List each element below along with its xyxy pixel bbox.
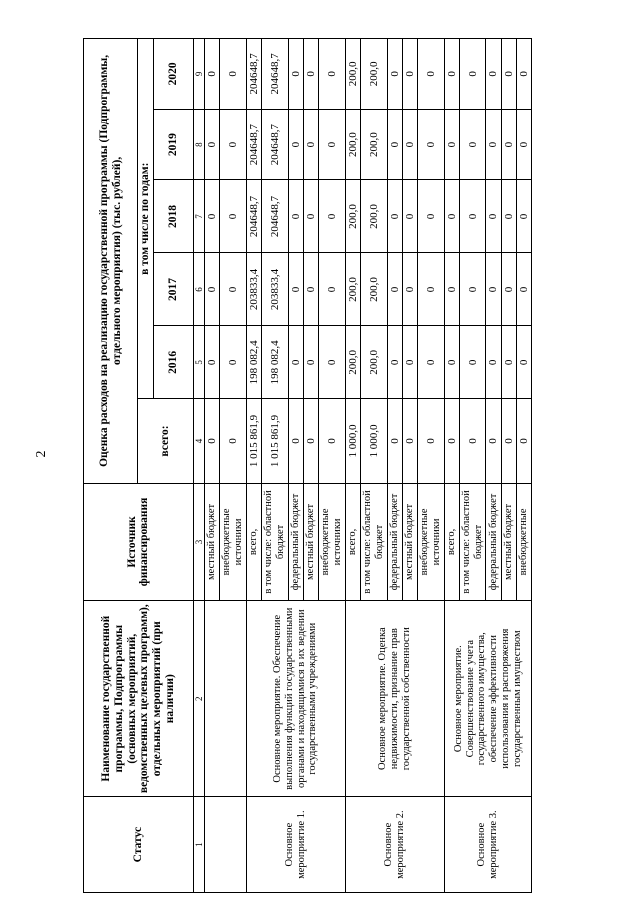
value-cell: 0 <box>517 253 532 326</box>
value-cell: 0 <box>486 399 501 483</box>
value-cell: 0 <box>418 109 445 180</box>
name-cell: Основное мероприятие. Обеспечение выполнения функций государственными органами и находящимися в их ведении государственными учреждениями <box>246 601 345 797</box>
value-cell: 0 <box>501 109 516 180</box>
value-cell: 0 <box>402 326 417 399</box>
value-cell: 0 <box>501 180 516 253</box>
table-row <box>204 39 219 893</box>
table-body <box>193 39 532 893</box>
value-cell: 0 <box>444 109 459 180</box>
table-row <box>444 39 459 893</box>
value-cell: 0 <box>220 253 247 326</box>
value-cell: 204648,7 <box>246 180 261 253</box>
column-number: 2 <box>193 601 204 797</box>
source-cell: всего, <box>444 483 459 600</box>
value-cell: 0 <box>459 253 486 326</box>
table-row <box>345 39 360 893</box>
column-number: 8 <box>193 109 204 180</box>
value-cell: 0 <box>303 326 318 399</box>
value-cell: 0 <box>459 326 486 399</box>
value-cell: 200,0 <box>361 39 388 110</box>
value-cell: 198 082,4 <box>262 326 289 399</box>
source-cell: внебюджетные <box>517 483 532 600</box>
value-cell: 0 <box>486 39 501 110</box>
value-cell: 0 <box>486 180 501 253</box>
value-cell: 0 <box>418 399 445 483</box>
value-cell: 0 <box>444 326 459 399</box>
value-cell: 1 000,0 <box>361 399 388 483</box>
value-cell: 200,0 <box>361 109 388 180</box>
value-cell: 0 <box>220 326 247 399</box>
value-cell: 0 <box>501 253 516 326</box>
header-year: 2020 <box>153 39 193 110</box>
value-cell: 0 <box>303 399 318 483</box>
header-year: 2016 <box>153 326 193 399</box>
value-cell: 204648,7 <box>262 39 289 110</box>
value-cell: 204648,7 <box>262 109 289 180</box>
value-cell: 200,0 <box>345 39 360 110</box>
value-cell: 0 <box>387 109 402 180</box>
value-cell: 200,0 <box>345 109 360 180</box>
value-cell: 0 <box>402 399 417 483</box>
value-cell: 0 <box>319 109 346 180</box>
value-cell: 0 <box>486 109 501 180</box>
value-cell: 198 082,4 <box>246 326 261 399</box>
source-cell: всего, <box>246 483 261 600</box>
status-cell: Основное мероприятие 1. <box>246 797 345 893</box>
source-cell: местный бюджет <box>204 483 219 600</box>
value-cell: 0 <box>220 39 247 110</box>
value-cell: 204648,7 <box>246 109 261 180</box>
value-cell: 0 <box>459 109 486 180</box>
value-cell: 1 015 861,9 <box>246 399 261 483</box>
source-cell: всего, <box>345 483 360 600</box>
value-cell: 0 <box>501 399 516 483</box>
source-cell: федеральный бюджет <box>288 483 303 600</box>
value-cell: 0 <box>459 39 486 110</box>
source-cell: местный бюджет <box>402 483 417 600</box>
column-number: 4 <box>193 399 204 483</box>
value-cell: 0 <box>459 180 486 253</box>
value-cell: 0 <box>387 326 402 399</box>
column-number: 9 <box>193 39 204 110</box>
header-year: 2017 <box>153 253 193 326</box>
budget-table-sheet <box>83 38 563 893</box>
value-cell: 200,0 <box>361 326 388 399</box>
header-estimate: Оценка расходов на реализацию государственной программы (Подпрограммы, отдельного мероприятия) (тыс. рублей), <box>84 39 138 484</box>
value-cell: 0 <box>418 326 445 399</box>
value-cell: 0 <box>288 326 303 399</box>
value-cell: 0 <box>204 253 219 326</box>
value-cell: 200,0 <box>345 326 360 399</box>
header-name: Наименование государственной программы, Подпрограммы (основных мероприятий, ведомственных целевых программ), отдельных мероприятий (при наличии) <box>84 601 194 797</box>
source-cell: местный бюджет <box>303 483 318 600</box>
name-cell <box>204 601 246 797</box>
value-cell: 0 <box>303 180 318 253</box>
value-cell: 0 <box>517 180 532 253</box>
column-number: 1 <box>193 797 204 893</box>
value-cell: 0 <box>319 326 346 399</box>
status-cell: Основное мероприятие 2. <box>345 797 444 893</box>
value-cell: 0 <box>444 399 459 483</box>
source-cell: внебюджетные источники <box>220 483 247 600</box>
value-cell: 0 <box>303 109 318 180</box>
value-cell: 0 <box>402 253 417 326</box>
value-cell: 0 <box>387 180 402 253</box>
value-cell: 0 <box>220 109 247 180</box>
value-cell: 0 <box>303 253 318 326</box>
value-cell: 0 <box>517 326 532 399</box>
value-cell: 0 <box>444 253 459 326</box>
column-number-row <box>193 39 204 893</box>
value-cell: 0 <box>517 399 532 483</box>
value-cell: 0 <box>387 39 402 110</box>
source-cell: в том числе: областной бюджет <box>361 483 388 600</box>
value-cell: 0 <box>418 180 445 253</box>
page-number: 2 <box>34 450 49 458</box>
value-cell: 204648,7 <box>246 39 261 110</box>
value-cell: 0 <box>486 326 501 399</box>
value-cell: 0 <box>402 39 417 110</box>
value-cell: 0 <box>288 399 303 483</box>
value-cell: 0 <box>418 253 445 326</box>
value-cell: 0 <box>387 399 402 483</box>
column-number: 6 <box>193 253 204 326</box>
source-cell: в том числе: областной бюджет <box>262 483 289 600</box>
value-cell: 0 <box>204 326 219 399</box>
name-cell: Основное мероприятие. Совершенствование учета государственного имущества, обеспечение эффективности использования и распоряжения государственным имуществом <box>444 601 532 797</box>
name-cell: Основное мероприятие. Оценка недвижимости, признание прав государственной собственности <box>345 601 444 797</box>
column-number: 3 <box>193 483 204 600</box>
table-row <box>246 39 261 893</box>
header-year: 2019 <box>153 109 193 180</box>
column-number: 5 <box>193 326 204 399</box>
value-cell: 0 <box>402 180 417 253</box>
source-cell: внебюджетные источники <box>319 483 346 600</box>
value-cell: 0 <box>204 180 219 253</box>
value-cell: 0 <box>402 109 417 180</box>
value-cell: 0 <box>204 39 219 110</box>
value-cell: 0 <box>517 39 532 110</box>
value-cell: 200,0 <box>345 253 360 326</box>
source-cell: федеральный бюджет <box>387 483 402 600</box>
value-cell: 0 <box>486 253 501 326</box>
source-cell: внебюджетные источники <box>418 483 445 600</box>
value-cell: 0 <box>501 39 516 110</box>
value-cell: 200,0 <box>345 180 360 253</box>
value-cell: 204648,7 <box>262 180 289 253</box>
value-cell: 0 <box>517 109 532 180</box>
value-cell: 203833,4 <box>246 253 261 326</box>
value-cell: 0 <box>459 399 486 483</box>
header-year: 2018 <box>153 180 193 253</box>
value-cell: 0 <box>418 39 445 110</box>
status-cell <box>204 797 246 893</box>
value-cell: 0 <box>204 109 219 180</box>
value-cell: 203833,4 <box>262 253 289 326</box>
value-cell: 0 <box>319 399 346 483</box>
value-cell: 0 <box>288 180 303 253</box>
value-cell: 0 <box>319 180 346 253</box>
source-cell: в том числе: областной бюджет <box>459 483 486 600</box>
value-cell: 1 000,0 <box>345 399 360 483</box>
value-cell: 1 015 861,9 <box>262 399 289 483</box>
header-total: всего: <box>138 399 194 483</box>
value-cell: 0 <box>444 39 459 110</box>
source-cell: федеральный бюджет <box>486 483 501 600</box>
budget-table <box>83 38 532 893</box>
value-cell: 0 <box>288 253 303 326</box>
header-by-years: в том числе по годам: <box>138 39 154 399</box>
value-cell: 0 <box>204 399 219 483</box>
header-status: Статус <box>84 797 194 893</box>
value-cell: 0 <box>220 180 247 253</box>
value-cell: 0 <box>387 253 402 326</box>
value-cell: 0 <box>319 253 346 326</box>
column-number: 7 <box>193 180 204 253</box>
value-cell: 0 <box>444 180 459 253</box>
value-cell: 200,0 <box>361 253 388 326</box>
status-cell: Основное мероприятие 3. <box>444 797 532 893</box>
source-cell: местный бюджет <box>501 483 516 600</box>
value-cell: 0 <box>501 326 516 399</box>
value-cell: 0 <box>288 39 303 110</box>
value-cell: 0 <box>288 109 303 180</box>
value-cell: 0 <box>319 39 346 110</box>
value-cell: 0 <box>303 39 318 110</box>
value-cell: 0 <box>220 399 247 483</box>
header-source: Источник финансирования <box>84 483 194 600</box>
value-cell: 200,0 <box>361 180 388 253</box>
